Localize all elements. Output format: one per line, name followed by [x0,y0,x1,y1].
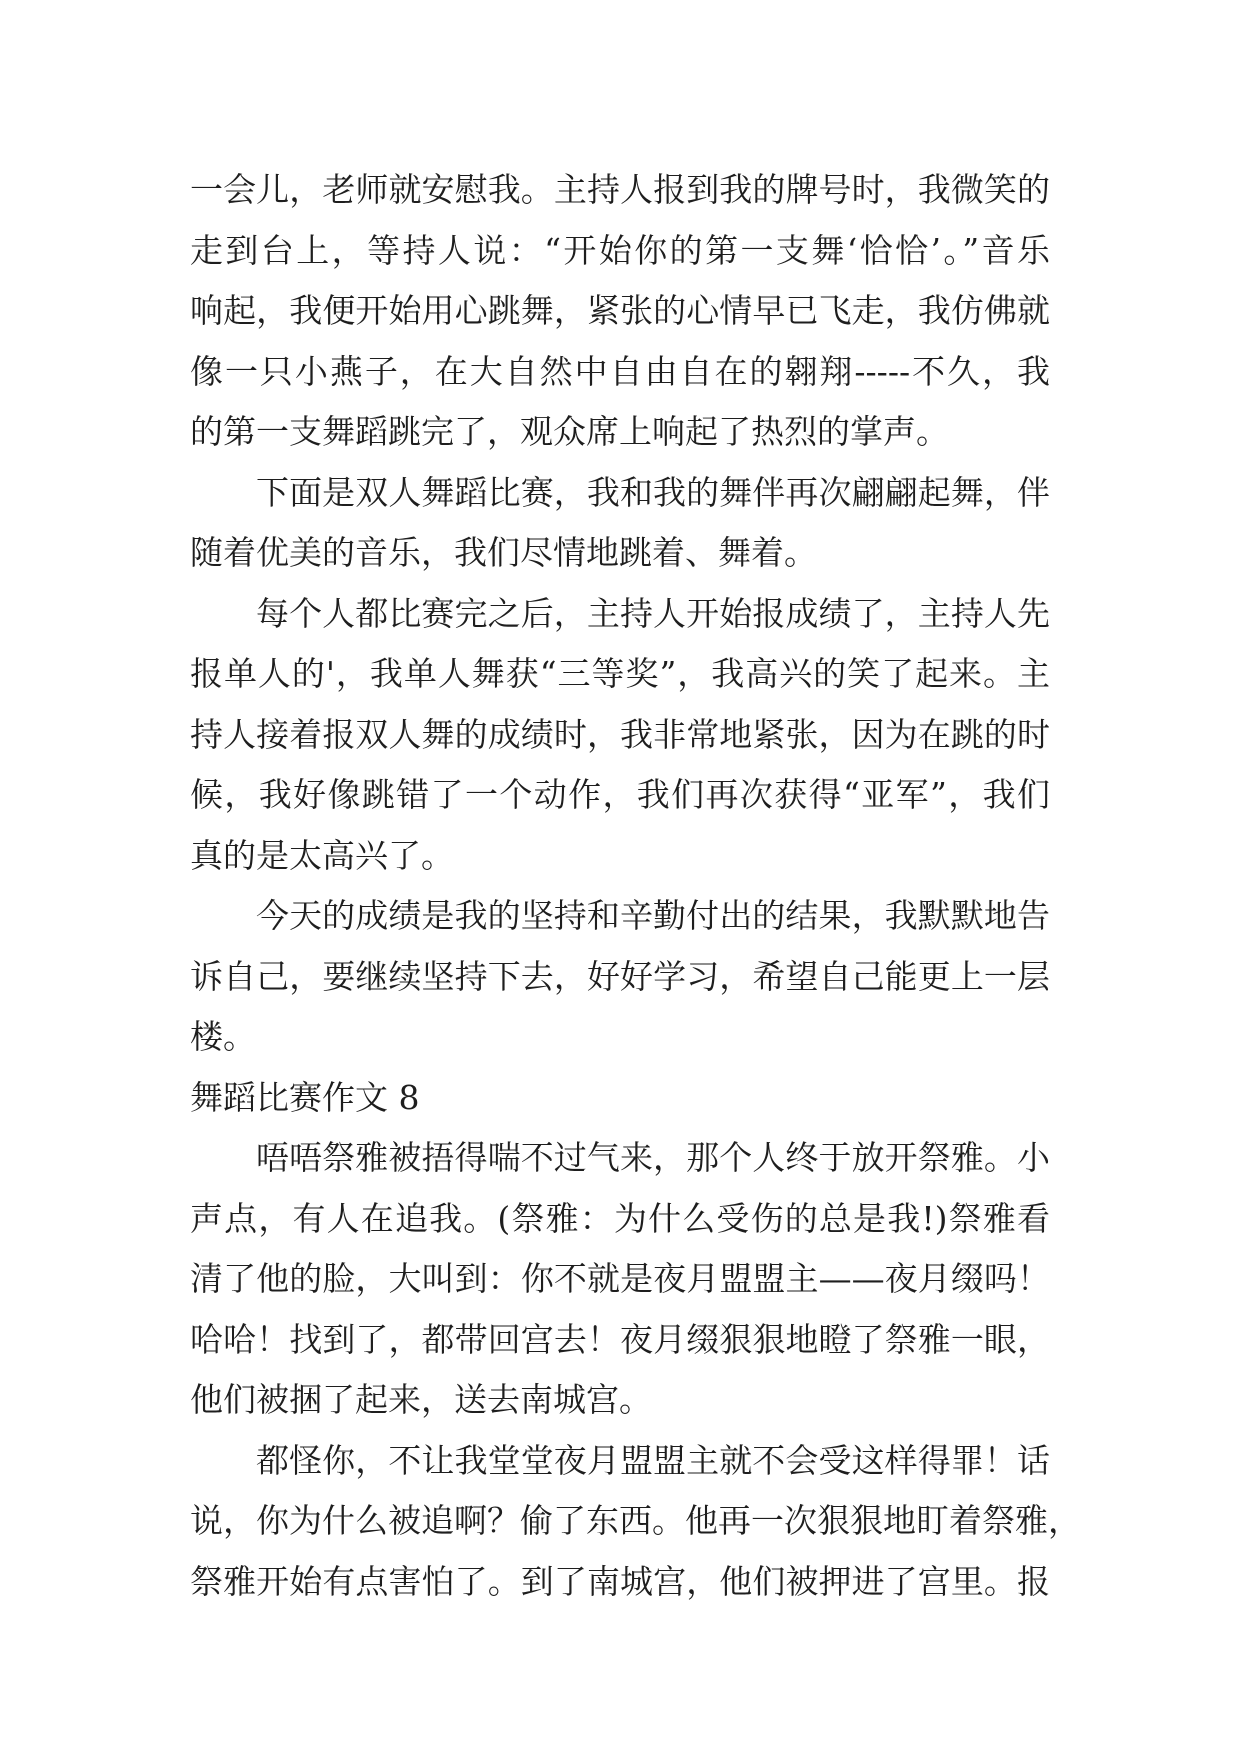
text-line: 随着优美的音乐，我们尽情地跳着、舞着。 [190,533,817,572]
text-line: 走到台上，等持人说：“开始你的第一支舞‘恰恰’。”音乐 [190,230,1050,270]
text-line: 候，我好像跳错了一个动作，我们再次获得“亚军”，我们 [190,775,1050,814]
text-line: 像一只小燕子，在大自然中自由自在的翱翔-----不久，我 [190,351,1050,391]
text-line: 说，你为什么被追啊？偷了东西。他再一次狠狠地盯着祭雅， [190,1501,1081,1540]
text-line: 的第一支舞蹈跳完了，观众席上响起了热烈的掌声。 [190,412,949,451]
text-line: 他们被捆了起来，送去南城宫。 [190,1380,652,1419]
document-body [190,160,1081,1612]
text-line: 持人接着报双人舞的成绩时，我非常地紧张，因为在跳的时 [190,714,1050,754]
text-line: 报单人的'，我单人舞获“三等奖”，我高兴的笑了起来。主 [190,654,1050,693]
text-line: 诉自己，要继续坚持下去，好好学习，希望自己能更上一层 [190,956,1050,996]
text-line: 哈哈！找到了，都带回宫去！夜月缀狠狠地瞪了祭雅一眼， [190,1319,1050,1359]
text-line: 一会儿，老师就安慰我。主持人报到我的牌号时，我微笑的 [190,170,1050,209]
text-line: 唔唔祭雅被捂得喘不过气来，那个人终于放开祭雅。小 [256,1138,1050,1177]
text-line: 每个人都比赛完之后，主持人开始报成绩了，主持人先 [256,593,1050,633]
text-line: 楼。 [190,1017,256,1056]
section-heading: 舞蹈比赛作文 8 [190,1077,420,1117]
text-line: 今天的成绩是我的坚持和辛勤付出的结果，我默默地告 [256,896,1050,935]
text-line: 真的是太高兴了。 [190,835,454,875]
text-line: 都怪你，不让我堂堂夜月盟盟主就不会受这样得罪！话 [256,1440,1050,1480]
text-line: 声点，有人在追我。(祭雅：为什么受伤的总是我!)祭雅看 [190,1198,1050,1238]
text-line: 祭雅开始有点害怕了。到了南城宫，他们被押进了宫里。报 [190,1561,1050,1601]
text-line: 响起，我便开始用心跳舞，紧张的心情早已飞走，我仿佛就 [190,291,1050,330]
text-line: 清了他的脸，大叫到：你不就是夜月盟盟主——夜月缀吗！ [190,1259,1050,1298]
text-line: 下面是双人舞蹈比赛，我和我的舞伴再次翩翩起舞，伴 [256,472,1050,512]
